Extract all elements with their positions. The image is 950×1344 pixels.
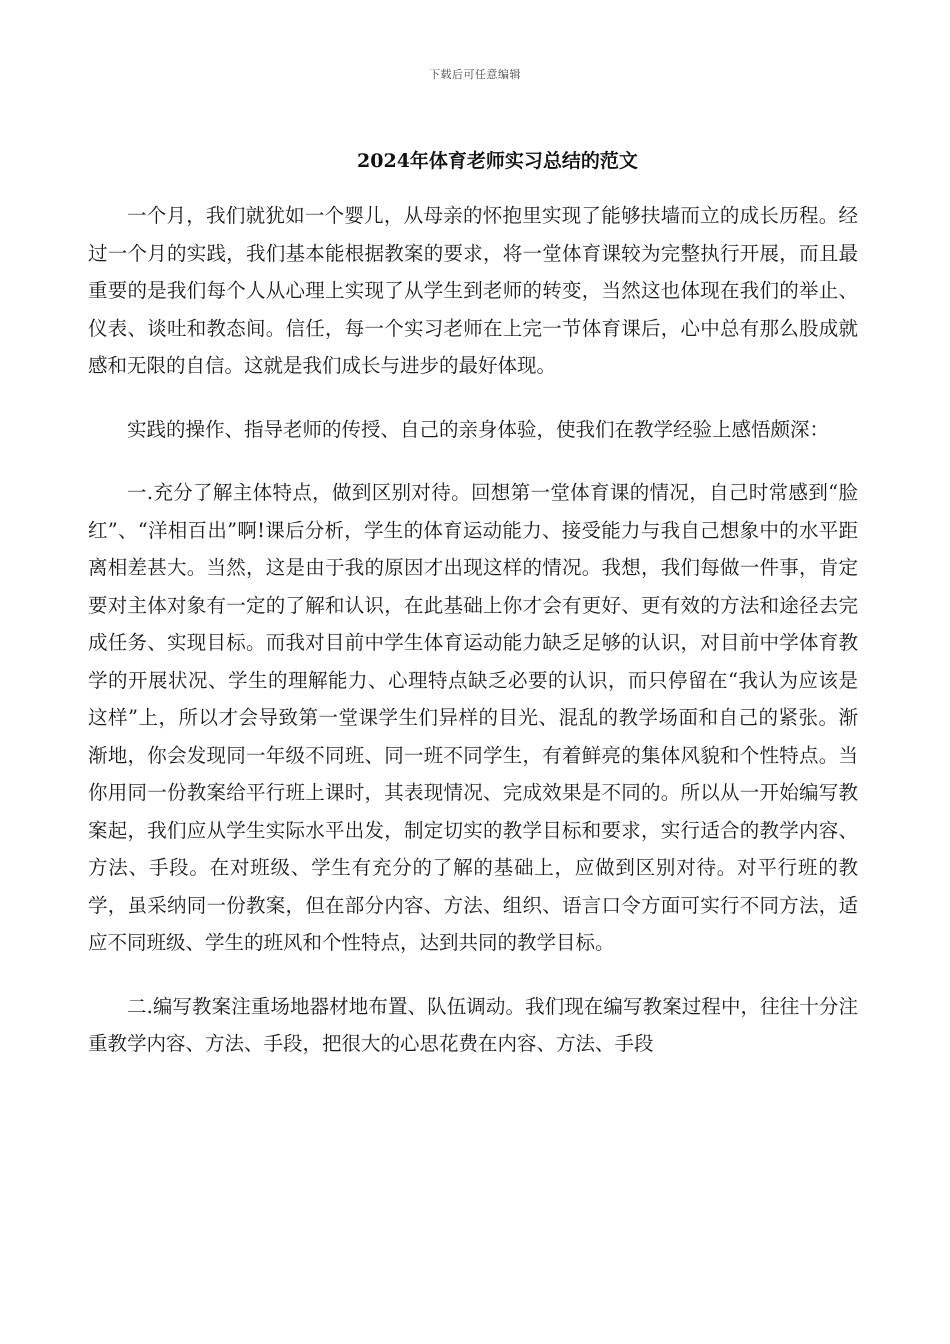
paragraph-point-2: 二.编写教案注重场地器材地布置、队伍调动。我们现在编写教案过程中，往往十分注重教学内容、方法、手段，把很大的心思花费在内容、方法、手段 (88, 994, 858, 1055)
document-title: 2024年体育老师实习总结的范文 (357, 150, 638, 172)
paragraph-intro: 一个月，我们就犹如一个婴儿，从母亲的怀抱里实现了能够扶墙而立的成长历程。经过一个月的实践，我们基本能根据教案的要求，将一堂体育课较为完整执行开展，而且最重要的是我们每个人从心理上实现了从学生到老师的转变，当然这也体现在我们的举止、仪表、谈吐和教态间。信任，每一个实习老师在上完一节体育课后，心中总有那么股成就感和无限的自信。这就是我们成长与进步的最好体现。 (88, 204, 858, 377)
document-body (88, 197, 858, 1089)
paragraph-summary: 实践的操作、指导老师的传授、自己的亲身体验，使我们在教学经验上感悟颇深： (127, 417, 830, 441)
paragraph-point-1: 一.充分了解主体特点，做到区别对待。回想第一堂体育课的情况，自己时常感到“脸红”、“洋相百出”啊!课后分析，学生的体育运动能力、接受能力与我自己想象中的水平距离相差甚大。当然，这是由于我的原因才出现这样的情况。我想，我们每做一件事，肯定要对主体对象有一定的了解和认识，在此基础上你才会有更好、更有效的方法和途径去完成任务、实现目标。而我对目前中学生体育运动能力缺乏足够的认识，对目前中学体育教学的开展状况、学生的理解能力、心理特点缺乏必要的认识，而只停留在“我认为应该是这样”上，所以才会导致第一堂课学生们异样的目光、混乱的教学场面和自己的紧张。渐渐地，你会发现同一年级不同班、同一班不同学生，有着鲜亮的集体风貌和个性特点。当你用同一份教案给平行班上课时，其表现情况、完成效果是不同的。所以从一开始编写教案起，我们应从学生实际水平出发，制定切实的教学目标和要求，实行适合的教学内容、方法、手段。在对班级、学生有充分的了解的基础上，应做到区别对待。对平行班的教学，虽采纳同一份教案，但在部分内容、方法、组织、语言口令方面可实行不同方法，适应不同班级、学生的班风和个性特点，达到共同的教学目标。 (88, 481, 858, 954)
page-header: 下载后可任意编辑 (429, 68, 521, 81)
